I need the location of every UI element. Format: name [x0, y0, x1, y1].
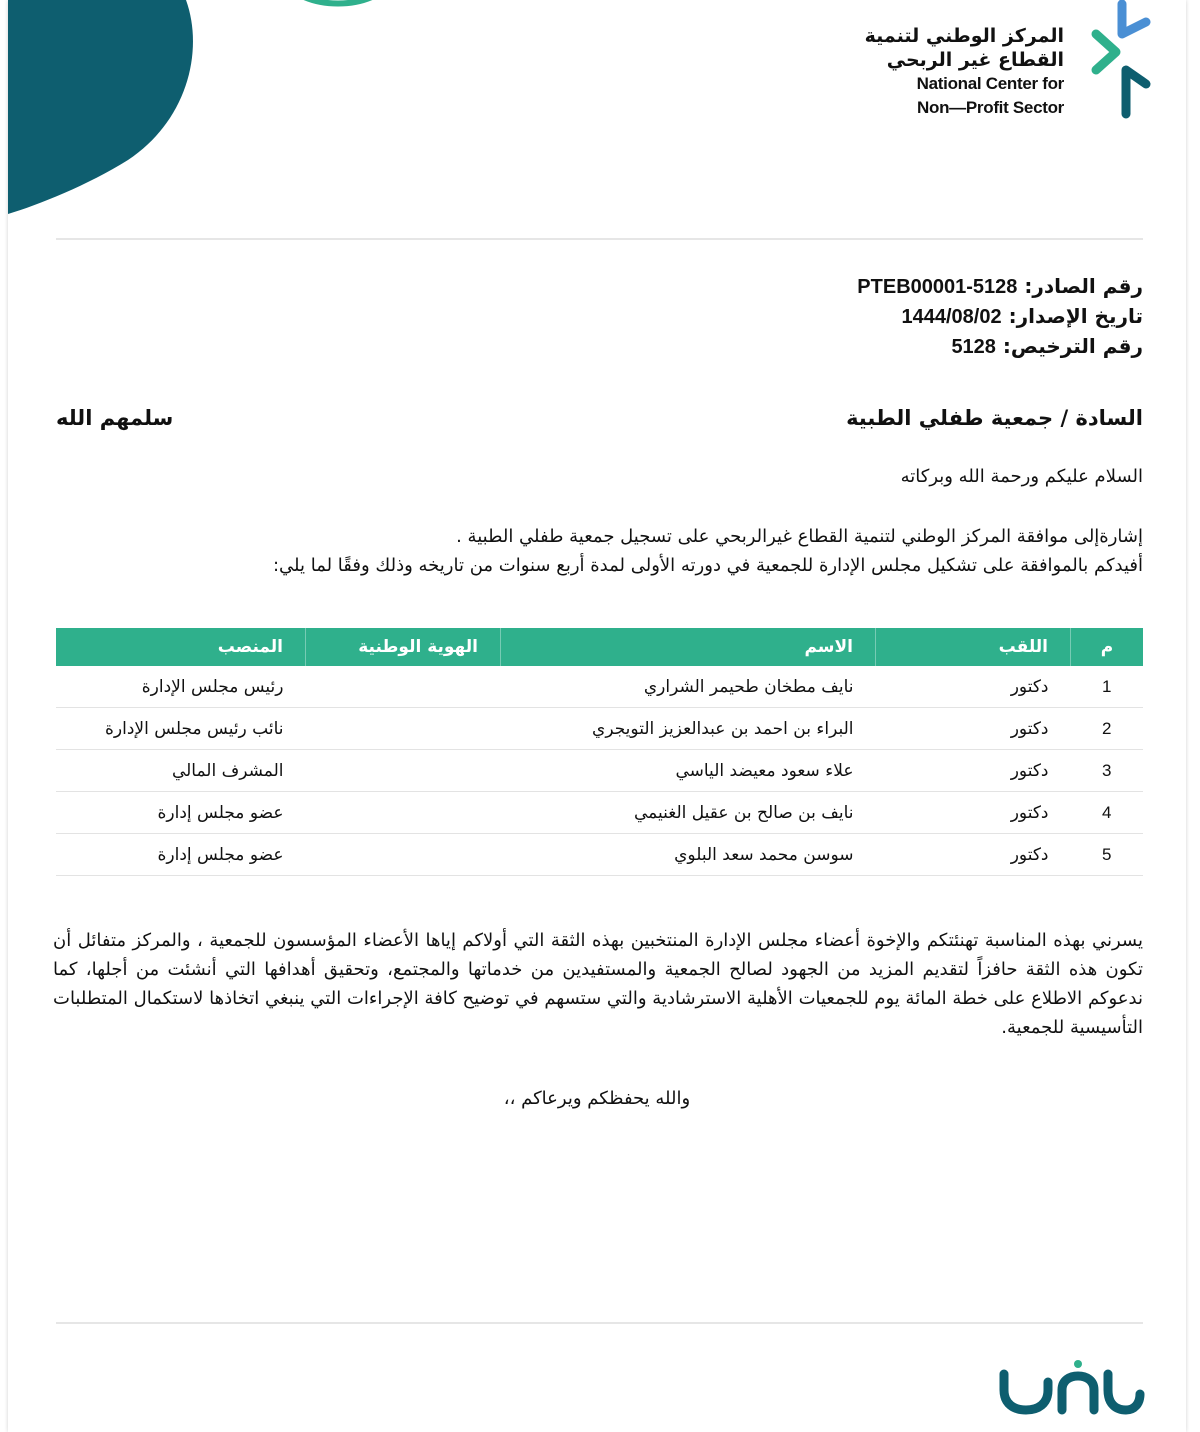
row-name: علاء سعود معيضد الياسي [501, 750, 876, 792]
letter-page [8, 0, 1186, 1432]
row-title: دكتور [876, 792, 1071, 834]
row-position: عضو مجلس إدارة [56, 834, 306, 876]
table-header-row [56, 628, 1143, 666]
row-national-id [306, 666, 501, 708]
row-national-id [306, 708, 501, 750]
org-logo-text [834, 24, 1064, 120]
row-num: 5 [1071, 834, 1144, 876]
row-num: 1 [1071, 666, 1144, 708]
row-title: دكتور [876, 834, 1071, 876]
row-national-id [306, 750, 501, 792]
top-arc-decoration [298, 0, 378, 10]
row-title: دكتور [876, 666, 1071, 708]
reference-block [857, 272, 1143, 362]
org-logo-icon [1066, 0, 1156, 125]
row-national-id [306, 792, 501, 834]
license-number-label: رقم الترخيص: [1002, 334, 1143, 358]
org-name-ar-line2: القطاع غير الربحي [886, 49, 1064, 71]
intro-line-1: إشارةإلى موافقة المركز الوطني لتنمية القطاع غيرالربحي على تسجيل جمعية طفلي الطبية . [456, 526, 1143, 547]
corner-decoration [8, 0, 208, 220]
body-paragraph: يسرني بهذه المناسبة تهنئتكم والإخوة أعضاء مجلس الإدارة المنتخبين بهذه الثقة التي أولاكم إياها الأعضاء المؤسسون للجمعية ، والمركز متفائل أن تكون هذه الثقة حافزاً لتقديم المزيد من الجهود لصالح الجمعية والمستفيدين من خدماتها والمجتمع، وتحقيق أهدافها التي أنشئت من أجلها، كما ندعوكم الاطلاع على خطة المائة يوم للجمعيات الأهلية الاسترشادية والتي ستسهم في توضيح كافة الإجراءات التي ينبغي اتخاذها لاستكمال المتطلبات التأسيسية للجمعية. [53, 930, 1143, 1038]
row-name: نايف بن صالح بن عقيل الغنيمي [501, 792, 876, 834]
issue-date-label: تاريخ الإصدار: [1008, 304, 1143, 328]
row-num: 4 [1071, 792, 1144, 834]
row-name: البراء بن احمد بن عبدالعزيز التويجري [501, 708, 876, 750]
intro-paragraph [53, 522, 1143, 580]
issue-date [857, 302, 1143, 332]
board-members-table [56, 628, 1143, 876]
header-num: م [1071, 628, 1144, 666]
row-name: نايف مطخان طحيمر الشراري [501, 666, 876, 708]
header-national-id: الهوية الوطنية [306, 628, 501, 666]
row-num: 2 [1071, 708, 1144, 750]
row-name: سوسن محمد سعد البلوي [501, 834, 876, 876]
org-logo [856, 0, 1156, 130]
table-row [56, 666, 1143, 708]
row-position: عضو مجلس إدارة [56, 792, 306, 834]
row-num: 3 [1071, 750, 1144, 792]
org-name-ar-line1: المركز الوطني لتنمية [864, 25, 1064, 47]
footer-divider [56, 1322, 1143, 1324]
org-name-en-line2: Non—Profit Sector [917, 98, 1064, 117]
row-position: نائب رئيس مجلس الإدارة [56, 708, 306, 750]
greeting: السلام عليكم ورحمة الله وبركاته [900, 466, 1143, 487]
row-title: دكتور [876, 750, 1071, 792]
header-title: اللقب [876, 628, 1071, 666]
license-number [857, 332, 1143, 362]
table-row [56, 750, 1143, 792]
blessing: سلمهم الله [56, 406, 174, 430]
license-number-value: 5128 [951, 336, 996, 358]
row-national-id [306, 834, 501, 876]
closing-line: والله يحفظكم ويرعاكم ،، [503, 1088, 691, 1109]
issue-number-value: PTEB00001-5128 [857, 276, 1018, 298]
header-position: المنصب [56, 628, 306, 666]
row-position: المشرف المالي [56, 750, 306, 792]
table-row [56, 834, 1143, 876]
row-title: دكتور [876, 708, 1071, 750]
issue-number-label: رقم الصادر: [1024, 274, 1143, 298]
intro-line-2: أفيدكم بالموافقة على تشكيل مجلس الإدارة للجمعية في دورته الأولى لمدة أربع سنوات من تاريخه وذلك وفقًا لما يلي: [272, 555, 1143, 576]
header-divider [56, 238, 1143, 240]
table-row [56, 708, 1143, 750]
addressee: السادة / جمعية طفلي الطبية [846, 406, 1143, 430]
issue-number [857, 272, 1143, 302]
issue-date-value: 1444/08/02 [901, 306, 1002, 328]
row-position: رئيس مجلس الإدارة [56, 666, 306, 708]
footer-brand-logo-icon [996, 1360, 1146, 1416]
org-name-en-line1: National Center for [916, 74, 1064, 93]
header-name: الاسم [501, 628, 876, 666]
table-row [56, 792, 1143, 834]
